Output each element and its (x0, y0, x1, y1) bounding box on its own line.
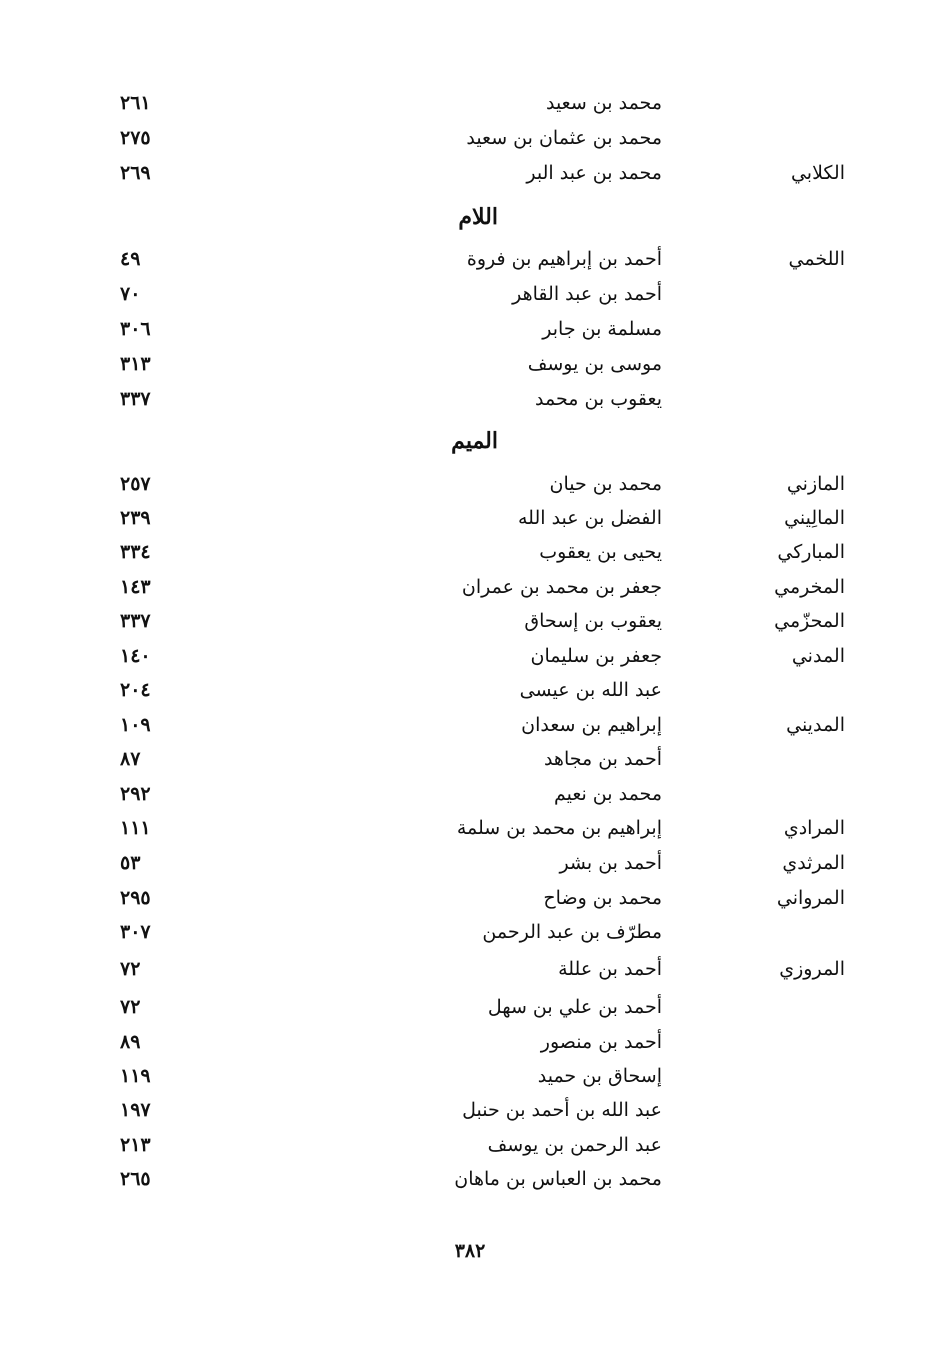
index-row (0, 958, 940, 988)
person-name: محمد بن نعيم (553, 783, 662, 805)
page-reference: ٣٠٦ (120, 318, 151, 340)
page-reference: ٢٦٩ (120, 162, 151, 184)
page-reference: ١١١ (120, 817, 151, 839)
page-reference: ١١٩ (120, 1065, 151, 1087)
page-reference: ٢١٣ (120, 1134, 151, 1156)
nisba-label: المديني (786, 714, 845, 736)
index-row (0, 714, 940, 744)
page-reference: ٣١٣ (120, 353, 151, 375)
index-row (0, 248, 940, 278)
index-row (0, 318, 940, 348)
nisba-label: المرواني (776, 887, 845, 909)
nisba-label: المازني (786, 473, 845, 495)
page-reference: ٧٢ (120, 958, 141, 980)
person-name: إسحاق بن حميد (537, 1065, 662, 1087)
index-row (0, 1168, 940, 1198)
index-row (0, 353, 940, 383)
page-reference: ١٤٠ (120, 645, 151, 667)
page-reference: ١٤٣ (120, 576, 151, 598)
index-row (0, 887, 940, 917)
person-name: عبد الرحمن بن يوسف (487, 1134, 662, 1156)
page-reference: ٨٩ (120, 1031, 141, 1053)
page-reference: ٣٣٧ (120, 610, 151, 632)
index-row (0, 92, 940, 122)
nisba-label: اللخمي (788, 248, 845, 270)
section-heading: اللام (458, 204, 498, 230)
person-name: أحمد بن علي بن سهل (487, 996, 662, 1018)
page-reference: ٢٩٥ (120, 887, 151, 909)
index-row (0, 610, 940, 640)
page-reference: ٥٣ (120, 852, 141, 874)
person-name: يعقوب بن إسحاق (524, 610, 662, 632)
index-row (0, 1134, 940, 1164)
page-reference: ١٠٩ (120, 714, 151, 736)
person-name: موسى بن يوسف (527, 353, 662, 375)
person-name: يحيى بن يعقوب (539, 541, 662, 563)
person-name: أحمد بن عللة (558, 958, 662, 980)
nisba-label: المالِيني (784, 507, 845, 529)
person-name: مطرّف بن عبد الرحمن (482, 921, 662, 943)
person-name: أحمد بن منصور (540, 1031, 662, 1053)
section-heading: الميم (451, 428, 498, 454)
page-reference: ٢٧٥ (120, 127, 151, 149)
page-reference: ١٩٧ (120, 1099, 151, 1121)
page-reference: ٤٩ (120, 248, 141, 270)
page-reference: ٢٦١ (120, 92, 151, 114)
page-reference: ٣٣٧ (120, 388, 151, 410)
page-reference: ٨٧ (120, 748, 141, 770)
person-name: محمد بن سعيد (545, 92, 662, 114)
index-row (0, 921, 940, 951)
page-reference: ٢٩٢ (120, 783, 151, 805)
person-name: إبراهيم بن سعدان (521, 714, 662, 736)
index-row (0, 388, 940, 418)
index-row (0, 783, 940, 813)
person-name: عبد الله بن عيسى (519, 679, 662, 701)
index-row (0, 679, 940, 709)
index-row (0, 817, 940, 847)
person-name: أحمد بن بشر (559, 852, 662, 874)
page-reference: ٢٣٩ (120, 507, 151, 529)
nisba-label: المخرمي (774, 576, 845, 598)
nisba-label: الكلابي (790, 162, 845, 184)
page-reference: ٣٠٧ (120, 921, 151, 943)
person-name: أحمد بن إبراهيم بن فروة (466, 248, 662, 270)
index-row (0, 748, 940, 778)
person-name: الفضل بن عبد الله (517, 507, 662, 529)
person-name: محمد بن العباس بن ماهان (454, 1168, 662, 1190)
index-row (0, 645, 940, 675)
index-row (0, 1099, 940, 1129)
person-name: محمد بن حيان (549, 473, 662, 495)
page-number: ٣٨٢ (454, 1240, 486, 1262)
nisba-label: المرادي (783, 817, 845, 839)
index-row (0, 1031, 940, 1061)
index-row (0, 473, 940, 503)
index-row (0, 576, 940, 606)
person-name: عبد الله بن أحمد بن حنبل (462, 1099, 662, 1121)
person-name: أحمد بن مجاهد (543, 748, 662, 770)
nisba-label: المباركي (777, 541, 845, 563)
person-name: جعفر بن سليمان (530, 645, 662, 667)
person-name: يعقوب بن محمد (535, 388, 662, 410)
page-reference: ٢٦٥ (120, 1168, 151, 1190)
person-name: محمد بن عبد البر (526, 162, 662, 184)
index-row (0, 541, 940, 571)
nisba-label: المحزّمي (774, 610, 845, 632)
page-reference: ٧٢ (120, 996, 141, 1018)
index-row (0, 852, 940, 882)
person-name: جعفر بن محمد بن عمران (461, 576, 662, 598)
page-reference: ٢٠٤ (120, 679, 151, 701)
person-name: محمد بن عثمان بن سعيد (466, 127, 662, 149)
index-row (0, 162, 940, 192)
page-reference: ٣٣٤ (120, 541, 151, 563)
person-name: محمد بن وضاح (543, 887, 662, 909)
index-row (0, 1065, 940, 1095)
index-row (0, 996, 940, 1026)
index-row (0, 127, 940, 157)
page-reference: ٧٠ (120, 283, 141, 305)
nisba-label: المرثدي (782, 852, 845, 874)
person-name: إبراهيم بن محمد بن سلمة (456, 817, 662, 839)
page-reference: ٢٥٧ (120, 473, 151, 495)
index-row (0, 283, 940, 313)
nisba-label: المدني (791, 645, 845, 667)
person-name: مسلمة بن جابر (542, 318, 662, 340)
person-name: أحمد بن عبد القاهر (512, 283, 662, 305)
nisba-label: المروزي (779, 958, 845, 980)
index-row (0, 507, 940, 537)
